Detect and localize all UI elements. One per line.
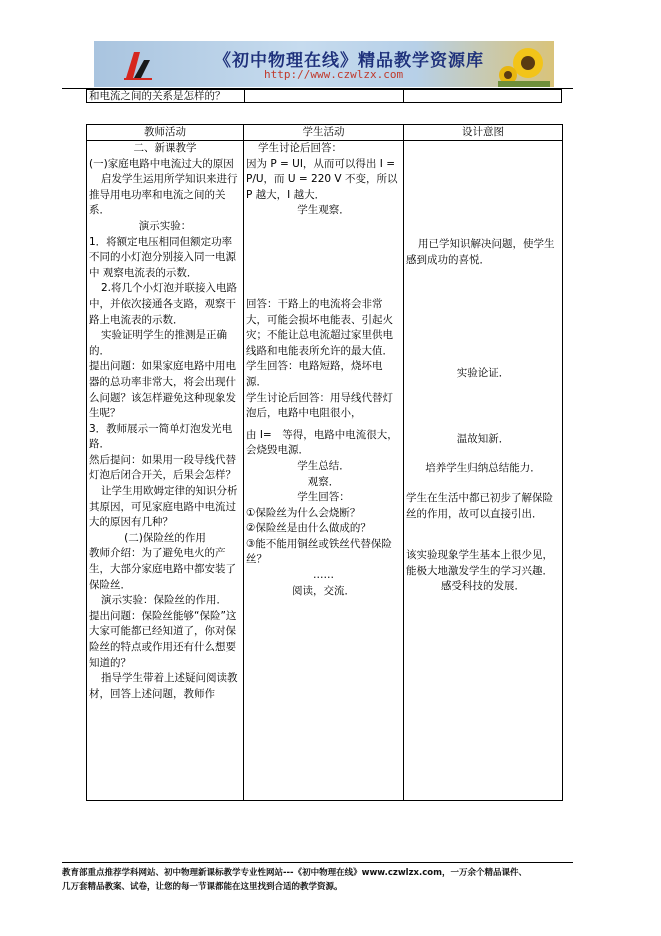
list-item: ②保险丝是由什么做成的？ [246, 522, 371, 535]
list-item: 学生讨论后回答： [258, 142, 342, 154]
header-teacher: 教师活动 [87, 125, 244, 141]
list-item: 学生讨论后回答：用导线代替灯泡后，电路中电阻很小， [246, 391, 393, 420]
list-item: 实验证明学生的推测是正确的． [89, 329, 227, 357]
design-intent-cell [404, 141, 563, 801]
list-item: 提出问题：如果家庭电路中用电器的总功率非常大，将会出现什么问题？该怎样避免这种现象发生呢？ [89, 360, 236, 420]
site-title: 《初中物理在线》精品教学资源库 [214, 51, 484, 71]
sunflower-icon [498, 43, 550, 87]
previous-row-text: 和电流之间的关系是怎样的？ [89, 90, 226, 102]
list-item: 实验论证． [456, 367, 510, 380]
list-item: 回答：干路上的电流将会非常大，可能会损坏电能表、引起火灾；不能让总电流超过家里供电线路和电能表所允许的最大值． [246, 297, 393, 357]
list-item: 培养学生归纳总结能力． [425, 462, 541, 475]
list-item: 学生回答： [297, 491, 350, 504]
list-item: 因为 P = UI，从而可以得出 I = P/U，而 U = 220 V 不变，所以 P 越大，I 越大． [246, 157, 398, 201]
list-item: 3．教师展示一简单灯泡发光电路． [89, 422, 233, 451]
footer-line: 几万套精品教案、试卷，让您的每一节课都能在这里找到合适的教学资源。 [62, 882, 343, 892]
list-item: 学生观察． [297, 204, 350, 217]
list-item: 该实验现象学生基本上很少见，能极大地激发学生的学习兴趣． [406, 549, 553, 577]
lesson-table [86, 124, 563, 801]
footer-rule [62, 862, 573, 863]
list-item: 观察． [307, 475, 340, 488]
list-item: 温故知新． [456, 432, 510, 445]
list-item: 1．将额定电压相同但额定功率不同的小灯泡分别接入同一电源中 观察电流表的示数． [89, 235, 236, 279]
list-item: ①保险丝为什么会烧断？ [246, 506, 361, 519]
header-student: 学生活动 [244, 125, 404, 141]
list-item: 启发学生运用所学知识来进行推导用电功率和电流之间的关系． [89, 173, 238, 217]
site-logo-icon [120, 48, 154, 82]
list-item: 提出问题：保险丝能够“保险”这大家可能都已经知道了，你对保险丝的特点或作用还有什么想要知道的？ [89, 609, 237, 669]
previous-table-row [86, 89, 562, 103]
list-item: 指导学生带着上述疑问阅读教材，回答上述问题，教师作 [89, 672, 238, 700]
list-item: 学生回答：电路短路，烧坏电源． [246, 360, 383, 388]
header-banner [94, 41, 554, 87]
list-item: 让学生用欧姆定律的知识分析其原因，可见家庭电路中电流过大的原因有几种？ [89, 485, 238, 529]
table-header-row [87, 125, 563, 141]
list-item: 阅读，交流． [292, 584, 355, 597]
list-item: 用已学知识解决问题，使学生感到成功的喜悦． [406, 238, 555, 266]
table-row [87, 141, 563, 801]
list-item: 演示实验： [138, 219, 192, 232]
list-item: 由 I= 等得，电路中电流很大，会烧毁电源． [246, 428, 398, 457]
list-item: 学生总结． [297, 459, 350, 472]
student-activity-cell [244, 141, 404, 801]
list-item: 学生在生活中都已初步了解保险丝的作用，故可以直接引出． [406, 491, 553, 520]
site-url[interactable]: http://www.czwlzx.com [264, 68, 404, 81]
list-item: 然后提问：如果用一段导线代替灯泡后闭合开关，后果会怎样？ [89, 453, 236, 482]
list-item: 教师介绍：为了避免电火的产生，大部分家庭电路中都安装了保险丝． [89, 547, 236, 591]
list-item: 演示实验：保险丝的作用． [101, 594, 227, 607]
list-item: (二)保险丝的作用 [124, 531, 206, 544]
list-item: 感受科技的发展． [441, 580, 525, 593]
list-item: …… [313, 569, 334, 582]
teacher-activity-cell [87, 141, 244, 801]
list-item: (一)家庭电路中电流过大的原因 [89, 157, 234, 170]
list-item: 2.将几个小灯泡并联接入电路中，并依次接通各支路，观察干路上电流表的示数． [89, 282, 238, 326]
header-design: 设计意图 [404, 125, 563, 141]
footer-line: 教育部重点推荐学科网站、初中物理新课标教学专业性网站---《初中物理在线》www.czwlzx.com，一万余个精品课件、 [62, 868, 527, 878]
list-item: ③能不能用铜丝或铁丝代替保险丝？ [246, 537, 392, 566]
list-item: 二、新课教学 [133, 142, 197, 154]
footer-note [62, 866, 602, 894]
